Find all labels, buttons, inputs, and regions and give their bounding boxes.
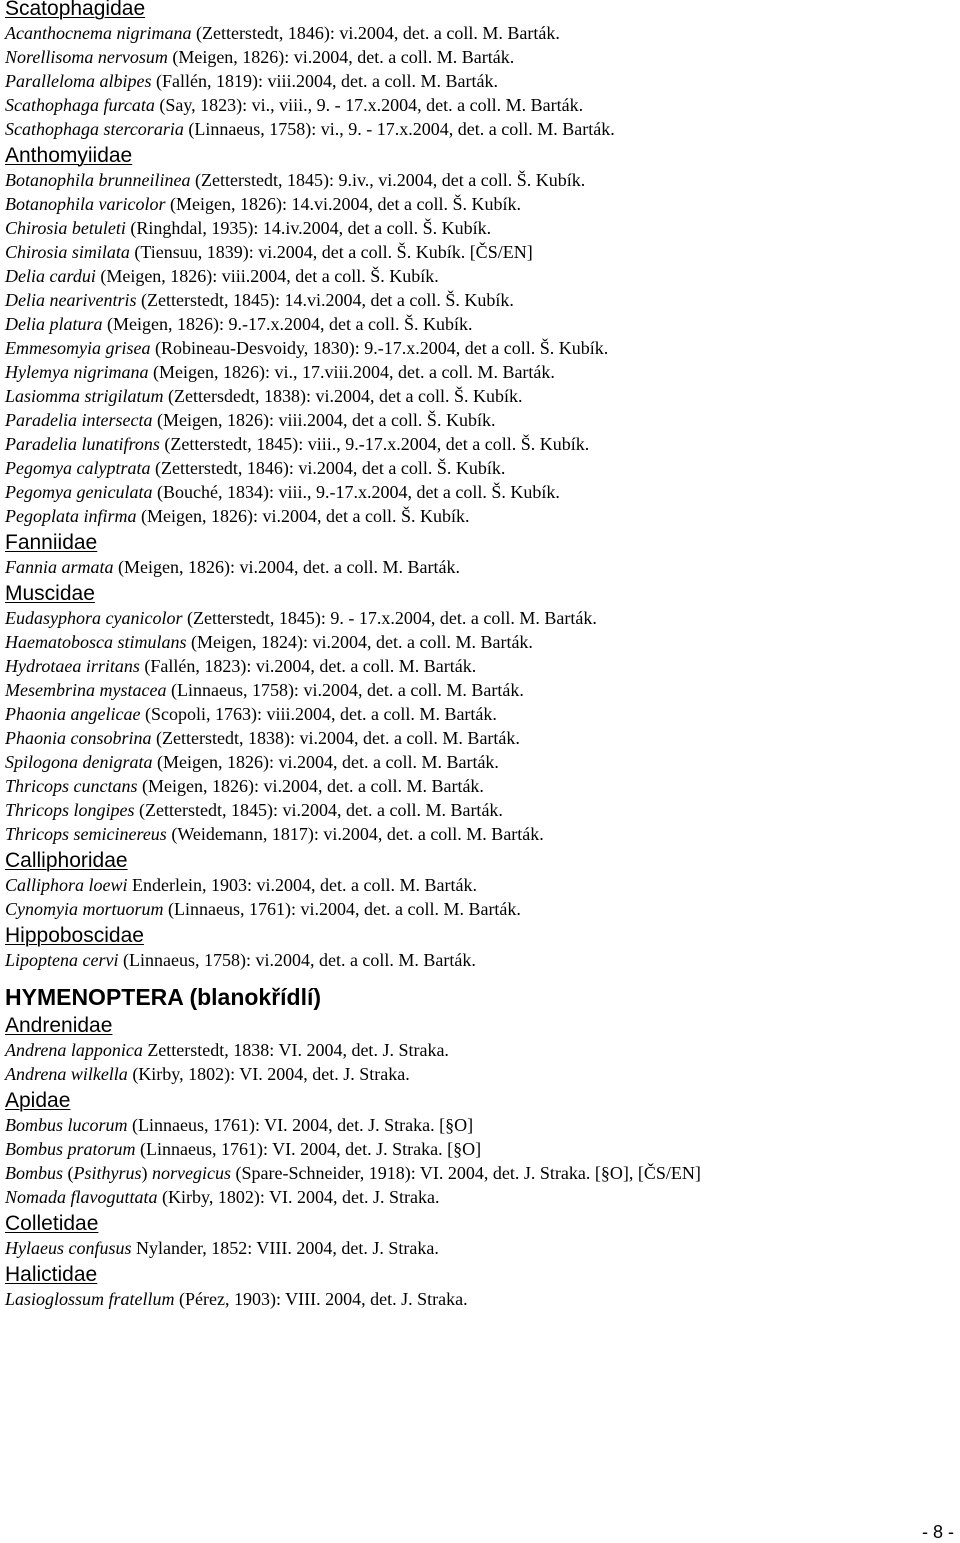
species-name: Acanthocnema nigrimana: [5, 23, 192, 43]
species-name: Paralleloma albipes: [5, 71, 152, 91]
record-details: (Meigen, 1826): vi.2004, det. a coll. M. Barták.: [137, 776, 484, 796]
species-record: [5, 1137, 955, 1161]
species-record: [5, 1185, 955, 1209]
family-heading: Scatophagidae: [5, 0, 146, 20]
species-record: [5, 504, 955, 528]
species-record: [5, 1236, 955, 1260]
species-name: Andrena lapponica: [5, 1040, 143, 1060]
species-name: Phaonia consobrina: [5, 728, 152, 748]
family-heading: Muscidae: [5, 582, 95, 605]
species-name: Haematobosca stimulans: [5, 632, 187, 652]
species-name: Cynomyia mortuorum: [5, 899, 164, 919]
species-record: [5, 1161, 955, 1185]
species-record: [5, 384, 955, 408]
record-text: (: [63, 1163, 74, 1183]
subgenus-name: Psithyrus: [73, 1163, 142, 1183]
record-details: (Meigen, 1826): vi., 17.viii.2004, det. a coll. M. Barták.: [148, 362, 555, 382]
record-details: (Kirby, 1802): VI. 2004, det. J. Straka.: [127, 1064, 410, 1084]
species-name: Pegoplata infirma: [5, 506, 137, 526]
species-record: [5, 822, 955, 846]
record-details: (Linnaeus, 1761): VI. 2004, det. J. Straka. [§O]: [127, 1115, 474, 1135]
species-name: Emmesomyia grisea: [5, 338, 151, 358]
record-details: (Tiensuu, 1839): vi.2004, det a coll. Š. Kubík. [ČS/EN]: [129, 242, 533, 262]
family-heading: Andrenidae: [5, 1014, 113, 1037]
species-name: Lipoptena cervi: [5, 950, 119, 970]
record-details: Enderlein, 1903: vi.2004, det. a coll. M. Barták.: [127, 875, 477, 895]
species-record: [5, 432, 955, 456]
record-details: (Linnaeus, 1761): vi.2004, det. a coll. M. Barták.: [163, 899, 521, 919]
family-heading: Fanniidae: [5, 531, 98, 554]
record-details: (Zetterstedt, 1845): 9. - 17.x.2004, det. a coll. M. Barták.: [182, 608, 597, 628]
record-details: (Zetterstedt, 1838): vi.2004, det. a coll. M. Barták.: [151, 728, 520, 748]
species-record: [5, 480, 955, 504]
species-record: [5, 873, 955, 897]
species-name: Bombus lucorum: [5, 1115, 128, 1135]
species-record: [5, 288, 955, 312]
species-name: Phaonia angelicae: [5, 704, 141, 724]
record-details: (Scopoli, 1763): viii.2004, det. a coll. M. Barták.: [140, 704, 497, 724]
species-record: [5, 360, 955, 384]
species-name: Bombus pratorum: [5, 1139, 136, 1159]
family-heading: Anthomyiidae: [5, 144, 133, 167]
record-details: (Zetterstedt, 1845): viii., 9.-17.x.2004, det a coll. Š. Kubík.: [159, 434, 590, 454]
family-section: [5, 924, 955, 972]
order-heading: HYMENOPTERA (blanokřídlí): [5, 984, 322, 1010]
species-record: [5, 1287, 955, 1311]
species-name: Thricops semicinereus: [5, 824, 167, 844]
species-record: [5, 654, 955, 678]
species-record: [5, 93, 955, 117]
species-name: Lasiomma strigilatum: [5, 386, 164, 406]
species-name: Nomada flavoguttata: [5, 1187, 158, 1207]
species-name: Pegomya geniculata: [5, 482, 153, 502]
species-record: [5, 630, 955, 654]
species-name: Fannia armata: [5, 557, 114, 577]
family-heading: Halictidae: [5, 1263, 98, 1286]
record-details: (Zetterstedt, 1845): 14.vi.2004, det a coll. Š. Kubík.: [136, 290, 514, 310]
species-record: [5, 264, 955, 288]
record-details: (Say, 1823): vi., viii., 9. - 17.x.2004, det. a coll. M. Barták.: [154, 95, 584, 115]
species-record: [5, 678, 955, 702]
species-name: Calliphora loewi: [5, 875, 128, 895]
record-details: (Zetterstedt, 1845): vi.2004, det. a coll. M. Barták.: [134, 800, 503, 820]
species-list-document: [5, 0, 955, 1311]
species-record: [5, 69, 955, 93]
record-details: Zetterstedt, 1838: VI. 2004, det. J. Straka.: [142, 1040, 449, 1060]
record-details: (Linnaeus, 1761): VI. 2004, det. J. Straka. [§O]: [135, 1139, 482, 1159]
record-details: (Meigen, 1826): vi.2004, det a coll. Š. Kubík.: [136, 506, 470, 526]
species-record: [5, 1038, 955, 1062]
record-details: (Linnaeus, 1758): vi., 9. - 17.x.2004, det. a coll. M. Barták.: [183, 119, 615, 139]
species-name: Norellisoma nervosum: [5, 47, 168, 67]
species-record: [5, 606, 955, 630]
species-name: Hylemya nigrimana: [5, 362, 149, 382]
family-section: [5, 1212, 955, 1260]
order-section: [5, 983, 955, 1011]
record-details: (Zetterstedt, 1846): vi.2004, det a coll. Š. Kubík.: [150, 458, 506, 478]
record-details: (Meigen, 1826): viii.2004, det a coll. Š. Kubík.: [152, 410, 496, 430]
family-section: [5, 1263, 955, 1311]
species-name: Chirosia similata: [5, 242, 130, 262]
family-heading: Hippoboscidae: [5, 924, 144, 947]
species-record: [5, 408, 955, 432]
species-record: [5, 1113, 955, 1137]
species-name: Thricops cunctans: [5, 776, 138, 796]
family-section: [5, 0, 955, 141]
species-record: [5, 726, 955, 750]
species-record: [5, 168, 955, 192]
record-details: (Meigen, 1824): vi.2004, det. a coll. M. Barták.: [186, 632, 533, 652]
species-name: Spilogona denigrata: [5, 752, 153, 772]
species-record: [5, 948, 955, 972]
species-record: [5, 216, 955, 240]
species-name: Pegomya calyptrata: [5, 458, 151, 478]
family-heading: Apidae: [5, 1089, 71, 1112]
species-record: [5, 117, 955, 141]
species-name: Delia cardui: [5, 266, 96, 286]
species-record: [5, 798, 955, 822]
record-details: (Spare-Schneider, 1918): VI. 2004, det. J. Straka. [§O], [ČS/EN]: [231, 1163, 701, 1183]
species-record: [5, 312, 955, 336]
record-details: (Fallén, 1819): viii.2004, det. a coll. M. Barták.: [151, 71, 498, 91]
family-section: [5, 849, 955, 921]
species-record: [5, 240, 955, 264]
species-name: Scathophaga stercoraria: [5, 119, 184, 139]
species-record: [5, 336, 955, 360]
family-section: [5, 1014, 955, 1086]
species-record: [5, 192, 955, 216]
species-record: [5, 750, 955, 774]
record-details: (Kirby, 1802): VI. 2004, det. J. Straka.: [157, 1187, 440, 1207]
page-number: - 8 -: [921, 1522, 954, 1542]
species-record: [5, 1062, 955, 1086]
family-heading: Colletidae: [5, 1212, 99, 1235]
record-details: (Ringhdal, 1935): 14.iv.2004, det a coll. Š. Kubík.: [125, 218, 492, 238]
species-record: [5, 774, 955, 798]
family-section: [5, 582, 955, 846]
species-name: Chirosia betuleti: [5, 218, 126, 238]
species-name: Paradelia intersecta: [5, 410, 153, 430]
record-details: (Linnaeus, 1758): vi.2004, det. a coll. M. Barták.: [118, 950, 476, 970]
record-details: (Pérez, 1903): VIII. 2004, det. J. Straka.: [174, 1289, 468, 1309]
species-name: Andrena wilkella: [5, 1064, 128, 1084]
species-record: [5, 456, 955, 480]
species-name: Paradelia lunatifrons: [5, 434, 160, 454]
species-name: Delia platura: [5, 314, 103, 334]
record-details: (Bouché, 1834): viii., 9.-17.x.2004, det a coll. Š. Kubík.: [152, 482, 560, 502]
record-details: (Robineau-Desvoidy, 1830): 9.-17.x.2004, det a coll. Š. Kubík.: [150, 338, 609, 358]
family-section: [5, 1089, 955, 1209]
record-details: (Meigen, 1826): 14.vi.2004, det a coll. Š. Kubík.: [165, 194, 521, 214]
species-record: [5, 45, 955, 69]
family-section: [5, 531, 955, 579]
record-details: Nylander, 1852: VIII. 2004, det. J. Straka.: [131, 1238, 439, 1258]
species-name: Delia neariventris: [5, 290, 137, 310]
record-text: ): [141, 1163, 153, 1183]
species-name: Hydrotaea irritans: [5, 656, 140, 676]
species-name: Mesembrina mystacea: [5, 680, 167, 700]
record-details: (Linnaeus, 1758): vi.2004, det. a coll. M. Barták.: [166, 680, 524, 700]
record-details: (Meigen, 1826): vi.2004, det. a coll. M. Barták.: [113, 557, 460, 577]
record-details: (Meigen, 1826): 9.-17.x.2004, det a coll. Š. Kubík.: [102, 314, 473, 334]
record-details: (Zetterstedt, 1846): vi.2004, det. a coll. M. Barták.: [191, 23, 560, 43]
record-details: (Weidemann, 1817): vi.2004, det. a coll. M. Barták.: [166, 824, 544, 844]
record-details: (Meigen, 1826): vi.2004, det. a coll. M. Barták.: [152, 752, 499, 772]
species-name: Bombus: [5, 1163, 63, 1183]
species-name: Eudasyphora cyanicolor: [5, 608, 183, 628]
species-name: Scathophaga furcata: [5, 95, 155, 115]
species-record: [5, 897, 955, 921]
species-record: [5, 702, 955, 726]
species-name: Lasioglossum fratellum: [5, 1289, 175, 1309]
family-heading: Calliphoridae: [5, 849, 128, 872]
record-details: (Meigen, 1826): viii.2004, det a coll. Š. Kubík.: [95, 266, 439, 286]
species-name: Thricops longipes: [5, 800, 135, 820]
species-record: [5, 555, 955, 579]
record-details: (Meigen, 1826): vi.2004, det. a coll. M. Barták.: [167, 47, 515, 67]
species-epithet: norvegicus: [152, 1163, 231, 1183]
species-name: Hylaeus confusus: [5, 1238, 132, 1258]
record-details: (Fallén, 1823): vi.2004, det. a coll. M. Barták.: [139, 656, 477, 676]
record-details: (Zettersdedt, 1838): vi.2004, det a coll. Š. Kubík.: [163, 386, 523, 406]
species-name: Botanophila varicolor: [5, 194, 166, 214]
record-details: (Zetterstedt, 1845): 9.iv., vi.2004, det a coll. Š. Kubík.: [190, 170, 586, 190]
family-section: [5, 144, 955, 528]
species-name: Botanophila brunneilinea: [5, 170, 191, 190]
species-record: [5, 21, 955, 45]
